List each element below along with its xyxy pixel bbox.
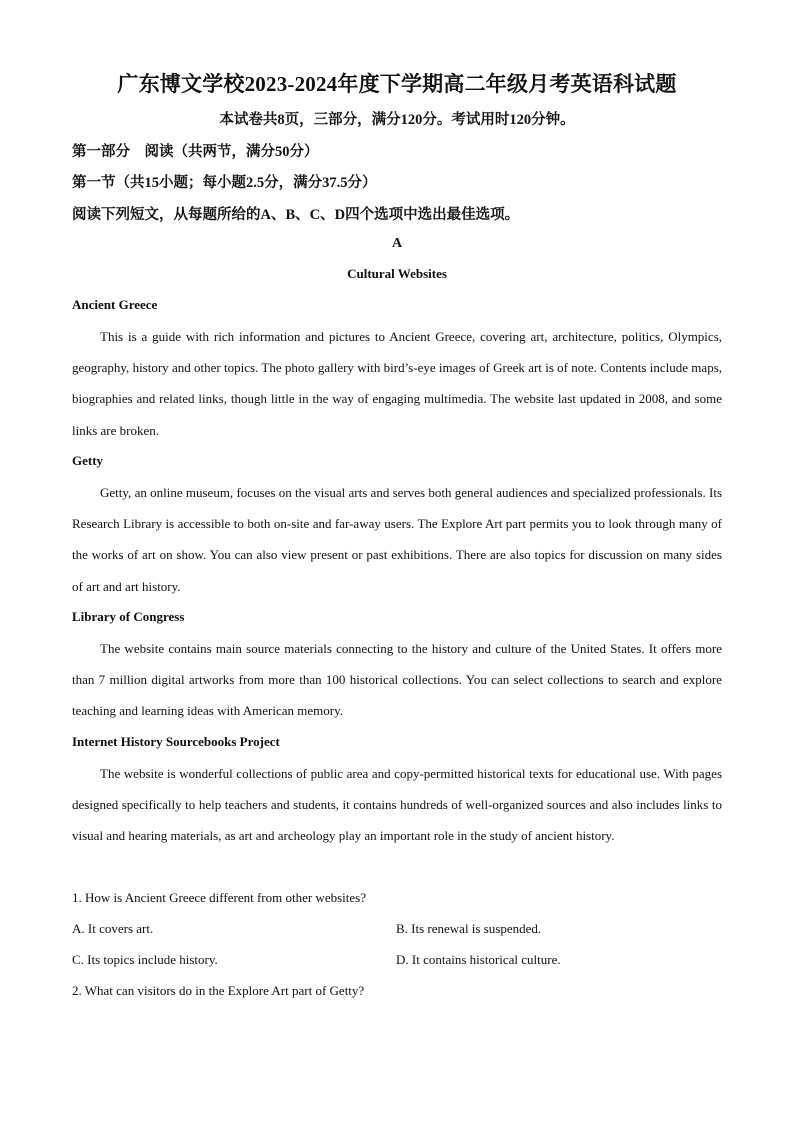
- exam-subtitle: 本试卷共8页，三部分，满分120分。考试用时120分钟。: [219, 112, 575, 128]
- passage-label: A: [391, 236, 403, 251]
- question-2-stem: 2. What can visitors do in the Explore Art part of Getty?: [72, 983, 365, 998]
- paragraph-getty: Getty, an online museum, focuses on the visual arts and serves both general audiences and specialized professionals. Its Research Library is accessible to both on-site and far-away users. The Explore Art part permits you to look through many of the works of art on show. You can also view present or past exhibitions. There are also topics for discussion on many sides of art and art history.: [72, 485, 722, 594]
- passage-title: Cultural Websites: [347, 266, 447, 281]
- question-1-option-b: B. Its renewal is suspended.: [396, 921, 542, 936]
- directions: 阅读下列短文，从每题所给的A、B、C、D四个选项中选出最佳选项。: [72, 207, 520, 223]
- section-heading-ancient-greece: Ancient Greece: [72, 297, 158, 312]
- paragraph-ancient-greece: This is a guide with rich information and pictures to Ancient Greece, covering art, architecture, politics, Olympics, geography, history and other topics. The photo gallery with bird’s-eye images of Greek art is of note. Contents include maps, biographies and related links, though little in the way of engaging multimedia. The website last updated in 2008, and some links are broken.: [72, 329, 722, 438]
- section-heading-internet-history: Internet History Sourcebooks Project: [72, 734, 280, 749]
- question-1-option-c: C. Its topics include history.: [72, 952, 218, 967]
- section-heading-getty: Getty: [72, 453, 104, 468]
- exam-title: 广东博文学校2023-2024年度下学期高二年级月考英语科试题: [117, 72, 677, 96]
- question-1-option-d: D. It contains historical culture.: [396, 952, 561, 967]
- question-1-option-a: A. It covers art.: [72, 921, 154, 936]
- paragraph-library-of-congress: The website contains main source materials connecting to the history and culture of the United States. It offers more than 7 million digital artworks from more than 100 historical collections. You can select collections to search and explore teaching and learning ideas with American memory.: [72, 641, 722, 719]
- paragraph-internet-history: The website is wonderful collections of public area and copy-permitted historical texts for educational use. With pages designed specifically to help teachers and students, it contains hundreds of well-organized sources and also includes links to visual and hearing materials, as art and archeology play an important role in the study of ancient history.: [72, 766, 722, 844]
- section-heading-library-of-congress: Library of Congress: [72, 609, 185, 624]
- question-1-stem: 1. How is Ancient Greece different from other websites?: [72, 890, 366, 905]
- part-heading: 第一部分 阅读（共两节，满分50分）: [72, 144, 319, 160]
- section-heading: 第一节（共15小题；每小题2.5分，满分37.5分）: [72, 175, 377, 191]
